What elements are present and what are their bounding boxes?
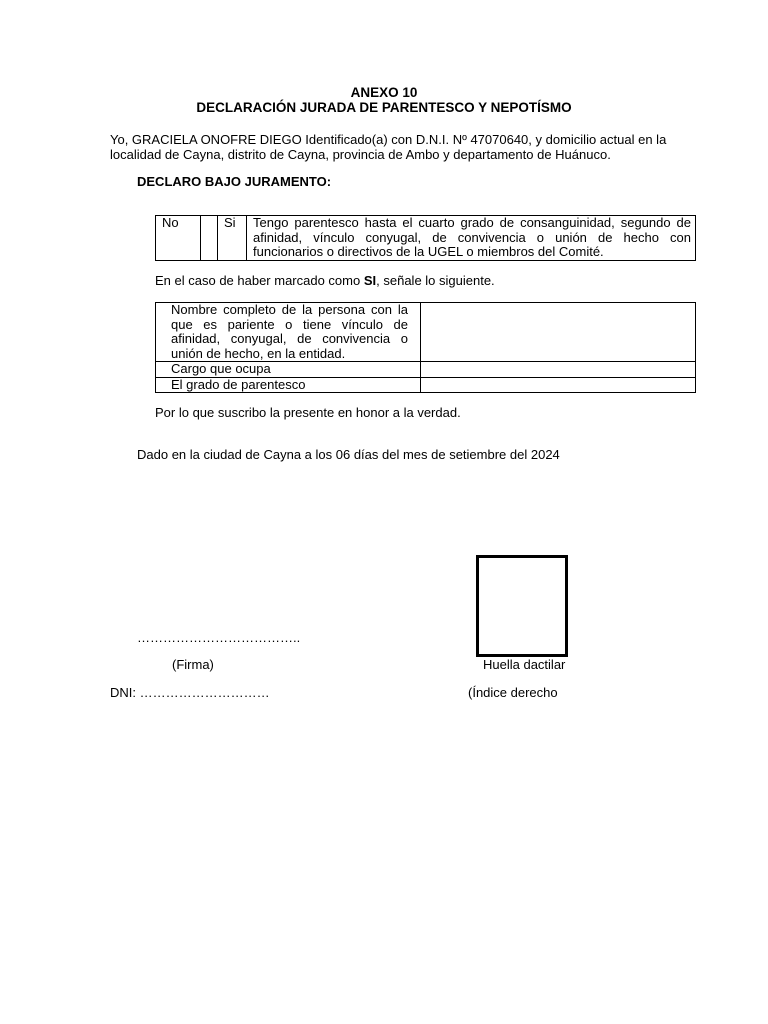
date-line: Dado en la ciudad de Cayna a los 06 días del mes de setiembre del 2024 xyxy=(137,447,560,462)
intro-paragraph: Yo, GRACIELA ONOFRE DIEGO Identificado(a) con D.N.I. Nº 47070640, y domicilio actual en la localidad de Cayna, distrito de Cayna, provincia de Ambo y departamento de Huánuco. xyxy=(110,132,667,162)
relationship-statement: Tengo parentesco hasta el cuarto grado de consanguinidad, segundo de afinidad, vínculo conyugal, de convivencia o unión de hecho con funcionarios o directivos de la UGEL o miembros del Comité. xyxy=(247,216,696,261)
fingerprint-label: Huella dactilar xyxy=(483,657,566,672)
signature-line: ……………………………….. xyxy=(137,630,301,645)
dni-line: DNI: ………………………… xyxy=(110,685,270,700)
position-label: Cargo que ocupa xyxy=(156,362,421,378)
annex-number: ANEXO 10 xyxy=(350,85,418,100)
si-label: Si xyxy=(218,216,247,261)
position-field[interactable] xyxy=(421,362,696,378)
document-title: DECLARACIÓN JURADA DE PARENTESCO Y NEPOTÍSMO xyxy=(196,100,572,115)
relationship-choice-table xyxy=(155,215,696,261)
kinship-degree-label: El grado de parentesco xyxy=(156,377,421,393)
relative-details-table xyxy=(155,302,696,393)
no-checkbox[interactable] xyxy=(201,216,218,261)
declaration-heading: DECLARO BAJO JURAMENTO: xyxy=(137,174,332,189)
fingerprint-box xyxy=(476,555,568,657)
kinship-degree-field[interactable] xyxy=(421,377,696,393)
fingerprint-sublabel: (Índice derecho xyxy=(468,685,558,700)
no-label: No xyxy=(156,216,201,261)
if-yes-instruction: En el caso de haber marcado como SI, señale lo siguiente. xyxy=(155,273,495,288)
relative-name-label: Nombre completo de la persona con la que es pariente o tiene vínculo de afinidad, conyugal, de convivencia o unión de hecho, en la entidad. xyxy=(156,303,421,362)
relative-name-field[interactable] xyxy=(421,303,696,362)
truth-statement: Por lo que suscribo la presente en honor a la verdad. xyxy=(155,405,461,420)
signature-label: (Firma) xyxy=(172,657,214,672)
